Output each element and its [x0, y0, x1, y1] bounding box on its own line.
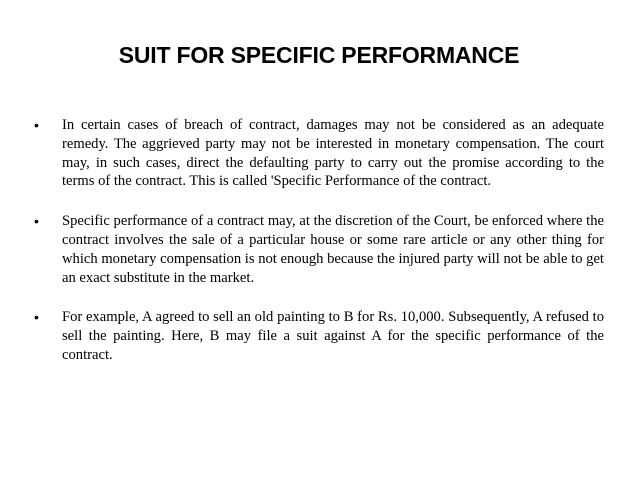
- bullet-text: In certain cases of breach of contract, damages may not be considered as an adequate remedy. The aggrieved party may not be interested in monetary compensation. The court may, in such cases, direct the defaulting party to carry out the promise according to the terms of the contract. This is called 'Specific Performance of the contract.: [62, 117, 604, 190]
- bullet-list: [34, 116, 604, 386]
- bullet-dot-icon: •: [34, 213, 39, 230]
- list-item: [34, 116, 604, 191]
- list-item: [34, 308, 604, 364]
- bullet-dot-icon: •: [34, 309, 39, 326]
- slide-title: SUIT FOR SPECIFIC PERFORMANCE: [118, 42, 520, 68]
- list-item: [34, 212, 604, 287]
- bullet-text: Specific performance of a contract may, at the discretion of the Court, be enforced where the contract involves the sale of a particular house or some rare article or any other thing for which monetary compensation is not enough because the injured party will not be able to get an exact substitute in the market.: [62, 213, 604, 286]
- bullet-dot-icon: •: [34, 117, 39, 133]
- bullet-text: For example, A agreed to sell an old painting to B for Rs. 10,000. Subsequently, A refused to sell the painting. Here, B may file a suit against A for the specific performance of the contract.: [62, 309, 604, 363]
